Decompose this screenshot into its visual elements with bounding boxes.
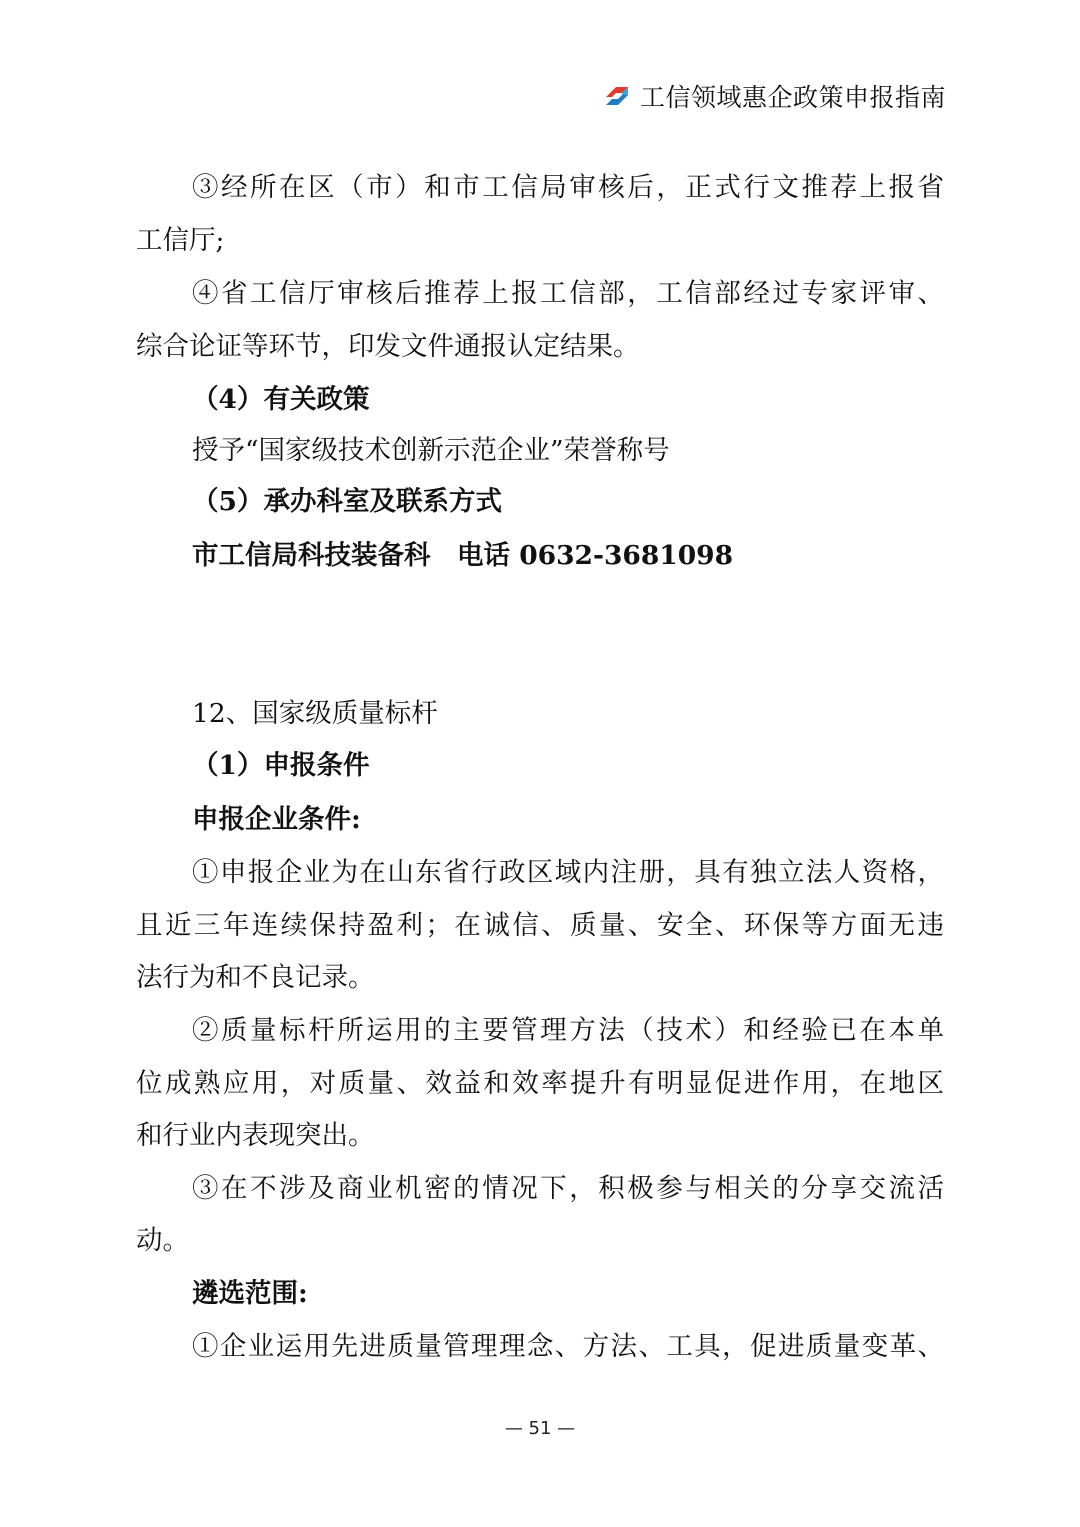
page-header	[602, 76, 946, 116]
section-title: 12、国家级质量标杆	[192, 698, 438, 729]
paragraph-line: 且近三年连续保持盈利；在诚信、质量、安全、环保等方面无违	[136, 910, 944, 941]
section-heading: （1）申报条件	[192, 750, 370, 781]
paragraph-line: 综合论证等环节，印发文件通报认定结果。	[136, 331, 640, 362]
paragraph-line: ②质量标杆所运用的主要管理方法（技术）和经验已在本单	[192, 1015, 944, 1046]
paragraph-line: 动。	[136, 1225, 189, 1256]
paragraph-line: ③经所在区（市）和市工信局审核后，正式行文推荐上报省	[192, 172, 944, 203]
paragraph-line: 位成熟应用，对质量、效益和效率提升有明显促进作用，在地区	[136, 1068, 944, 1099]
paragraph-line: ③在不涉及商业机密的情况下，积极参与相关的分享交流活	[192, 1173, 944, 1204]
paragraph-line: 法行为和不良记录。	[136, 962, 375, 993]
page-number: — 51 —	[504, 1418, 576, 1439]
paragraph-line: ①申报企业为在山东省行政区域内注册，具有独立法人资格，	[192, 857, 944, 888]
paragraph-line: 和行业内表现突出。	[136, 1120, 375, 1151]
paragraph-line: ④省工信厅审核后推荐上报工信部，工信部经过专家评审、	[192, 278, 944, 309]
contact-line: 市工信局科技装备科 电话 0632-3681098	[192, 540, 734, 571]
paragraph-line: 授予“国家级技术创新示范企业”荣誉称号	[192, 435, 670, 466]
swirl-logo-icon	[602, 81, 632, 111]
paragraph-line: ①企业运用先进质量管理理念、方法、工具，促进质量变革、	[192, 1331, 944, 1362]
section-heading: （4）有关政策	[192, 384, 370, 415]
paragraph-line: 工信厅;	[136, 225, 225, 256]
header-title: 工信领域惠企政策申报指南	[639, 83, 946, 112]
section-heading: （5）承办科室及联系方式	[192, 486, 502, 517]
subsection-heading: 申报企业条件:	[192, 804, 361, 835]
subsection-heading: 遴选范围:	[192, 1278, 308, 1309]
